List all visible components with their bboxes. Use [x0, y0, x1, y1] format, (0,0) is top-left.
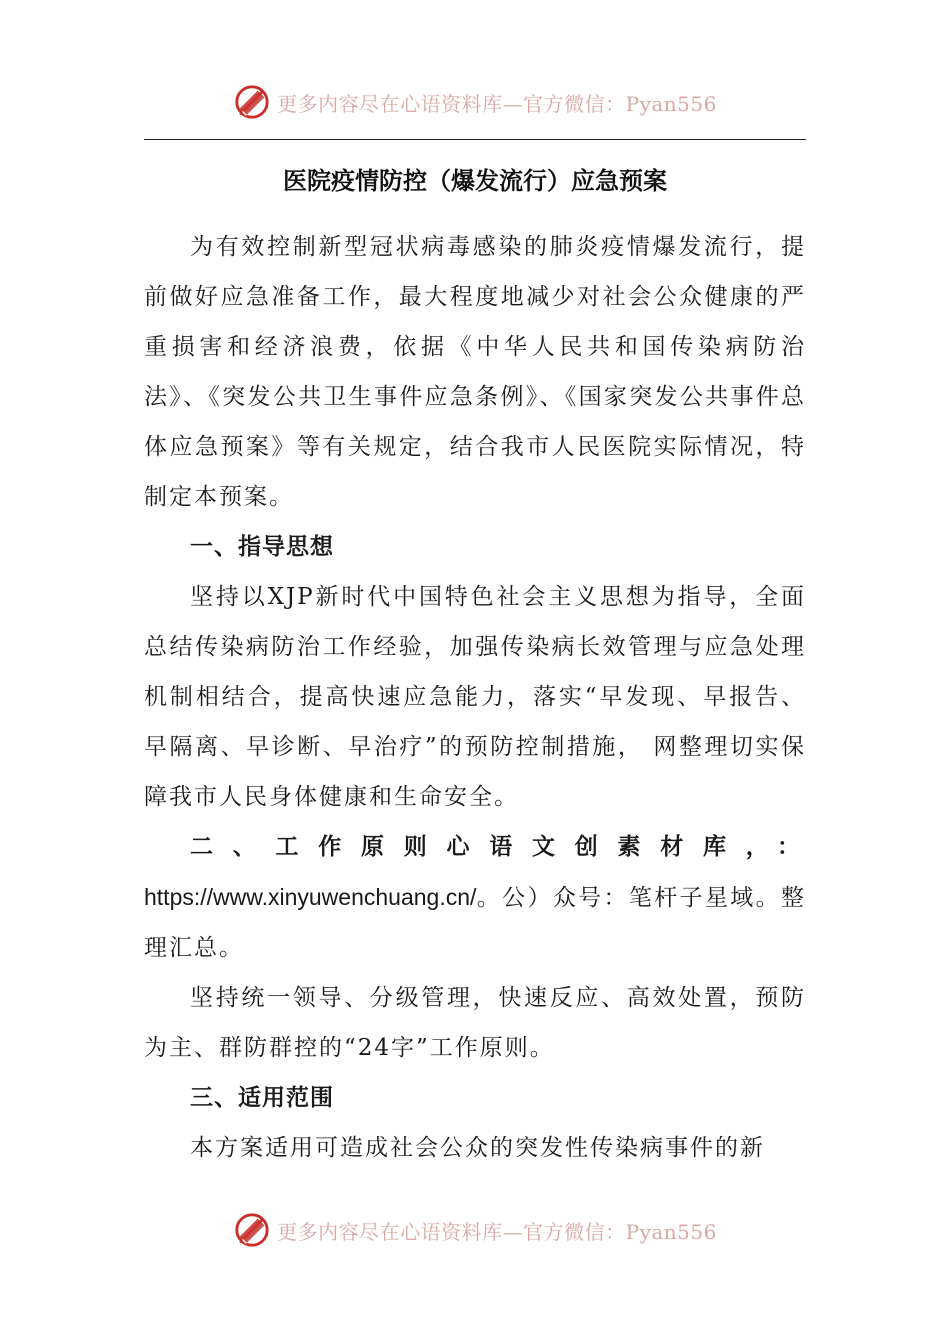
- document-title: 医院疫情防控（爆发流行）应急预案: [283, 167, 667, 195]
- section-paragraph-scope: 本方案适用可造成社会公众的突发性传染病事件的新: [190, 1135, 765, 1161]
- document-body: [144, 222, 806, 1173]
- intro-paragraph: 为有效控制新型冠状病毒感染的肺炎疫情爆发流行，提前做好应急准备工作，最大程度地减少对社会公众健康的严重损害和经济浪费，依据《中华人民共和国传染病防治法》、《突发公共卫生事件应急条例》、《国家突发公共事件总体应急预案》等有关规定，结合我市人民医院实际情况，特制定本预案。: [144, 234, 806, 510]
- principles-heading-text: 二、工作原则心语文创素材库，：: [190, 834, 806, 860]
- pen-logo-icon: [233, 1211, 271, 1249]
- header-divider: [144, 139, 806, 140]
- section-paragraph-guidance: 坚持以XJP新时代中国特色社会主义思想为指导，全面总结传染病防治工作经验，加强传染病长效管理与应急处理机制相结合，提高快速应急能力，落实“早发现、早报告、早隔离、早诊断、早治疗”的预防控制措施， 网整理切实保障我市人民身体健康和生命安全。: [144, 584, 806, 810]
- section-heading-guidance: 一、指导思想: [190, 534, 334, 560]
- watermark-text: 更多内容尽在心语资料库—官方微信：Pyan556: [277, 91, 717, 116]
- section-heading-scope: 三、适用范围: [190, 1085, 334, 1111]
- website-link[interactable]: https://www.xinyuwenchuang.cn/: [144, 884, 477, 910]
- footer-watermark: [0, 1208, 950, 1252]
- pen-logo-icon: [233, 83, 271, 121]
- principles-heading-tail: 。公）众号：笔杆子星域。整理汇总。: [144, 885, 806, 961]
- section-heading-principles: [144, 822, 806, 973]
- watermark-text: 更多内容尽在心语资料库—官方微信：Pyan556: [277, 1219, 717, 1244]
- header-watermark: [0, 80, 950, 124]
- section-paragraph-principles: 坚持统一领导、分级管理，快速反应、高效处置，预防为主、群防群控的“24字”工作原则。: [144, 985, 806, 1061]
